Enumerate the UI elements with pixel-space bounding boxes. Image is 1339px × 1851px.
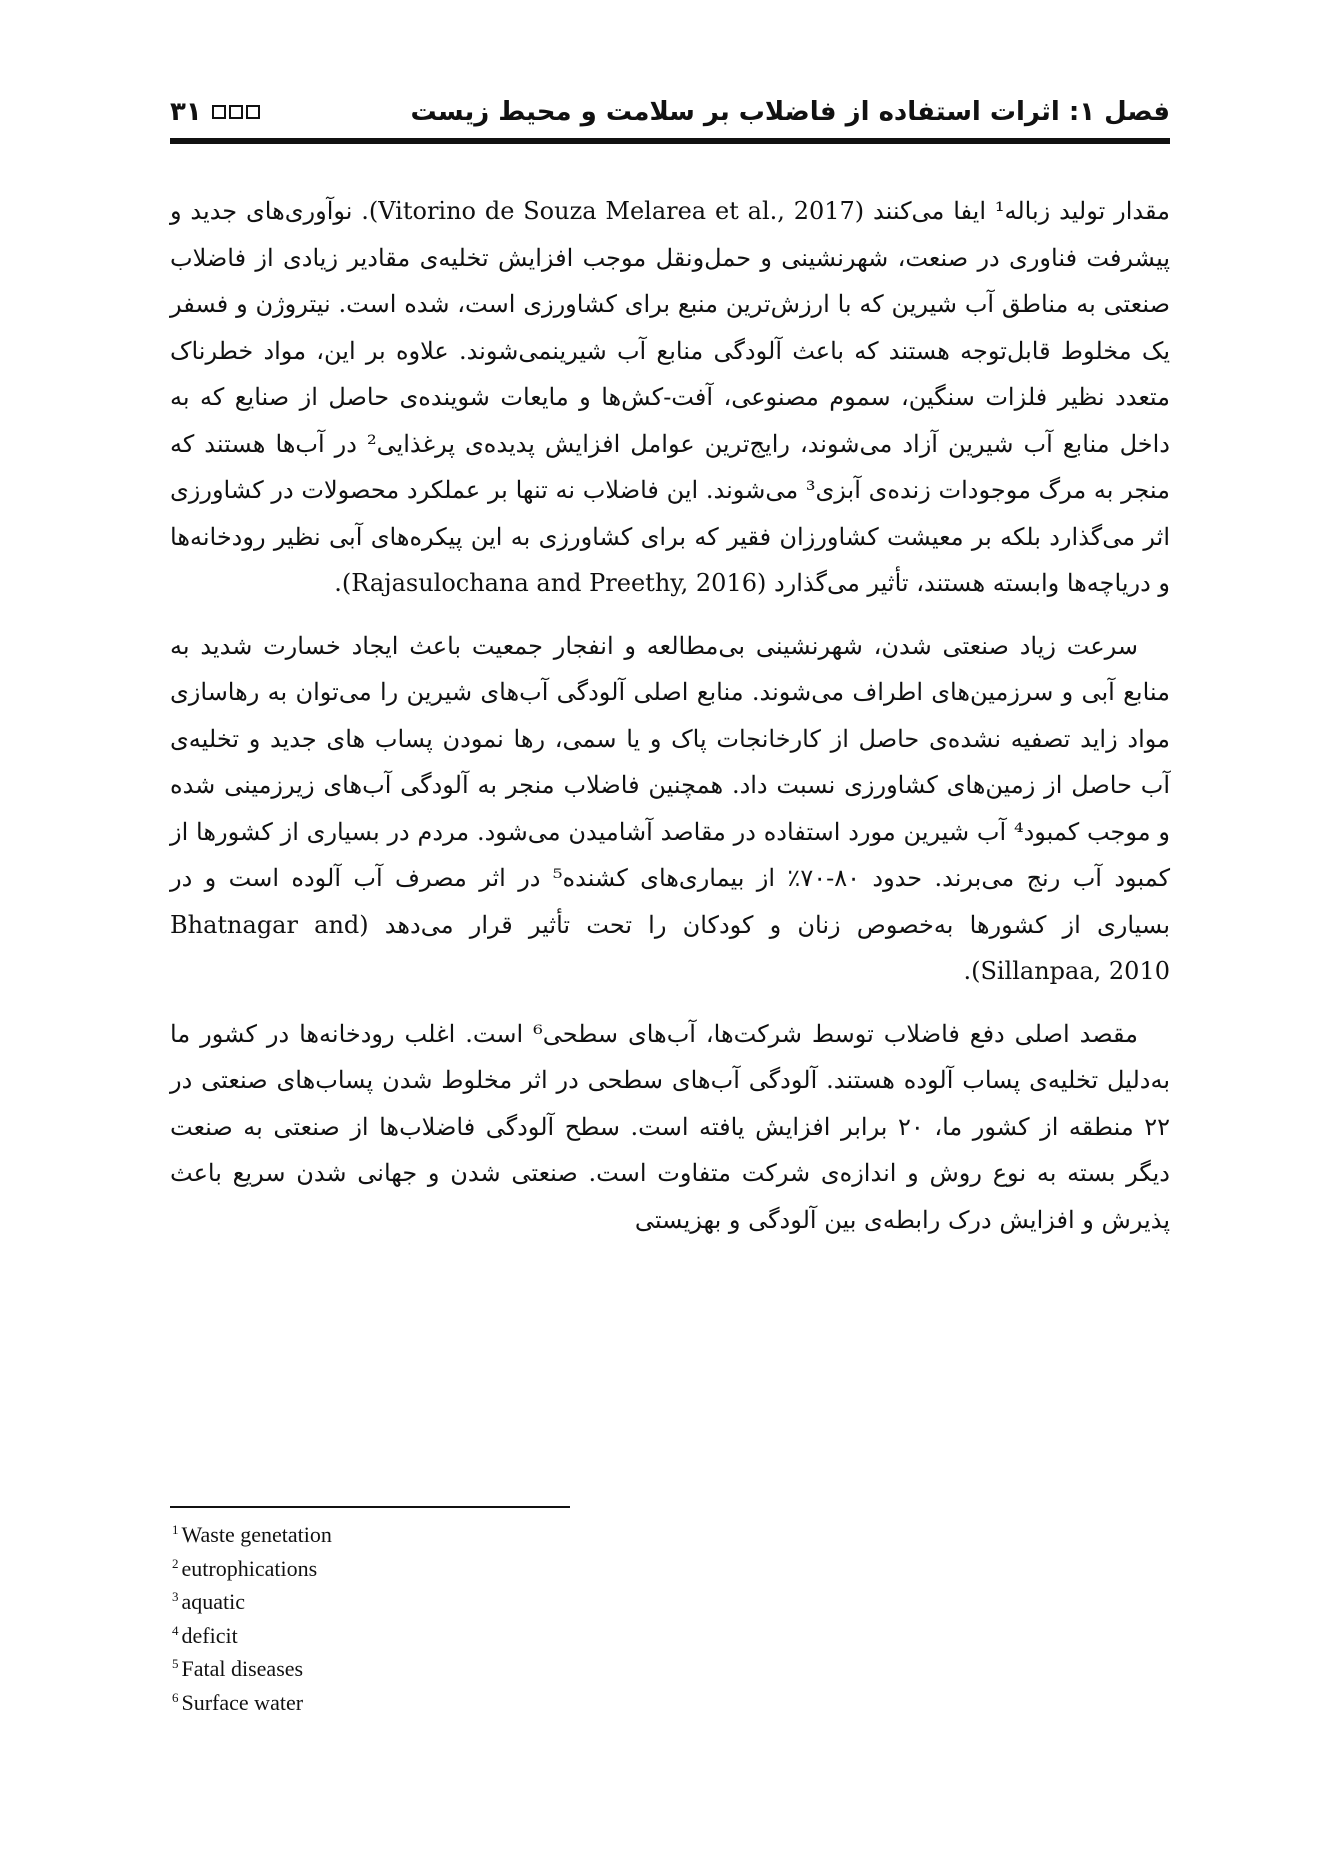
- paragraph: سرعت زیاد صنعتی شدن، شهرنشینی بی‌مطالعه و انفجار جمعیت باعث ایجاد خسارت شدید به منابع آبی و سرزمین‌های اطراف می‌شوند. منابع اصلی آلودگی آب‌های شیرین را می‌توان به رهاسازی مواد زاید تصفیه نشده‌ی حاصل از کارخانجات پاک و یا سمی، رها نمودن پساب های جدید و تخلیه‌ی آب حاصل از زمین‌های کشاورزی نسبت داد. همچنین فاضلاب منجر به آلودگی آب‌های زیرزمینی شده و موجب کمبود⁴ آب شیرین مورد استفاده در مقاصد آشامیدن می‌شود. مردم در بسیاری از کشورها از کمبود آب رنج می‌برند. حدود ۸۰-۷۰٪ از بیماری‌های کشنده⁵ در اثر مصرف آب آلوده است و در بسیاری از کشورها به‌خصوص زنان و کودکان را تحت تأثیر قرار می‌دهد (Bhatnagar and Sillanpaa, 2010).: [170, 631, 1171, 985]
- footnote-number: 3: [172, 1589, 179, 1605]
- footnote: [172, 1617, 772, 1651]
- footnote-number: 4: [172, 1622, 179, 1638]
- paragraph: مقدار تولید زباله¹ ایفا می‌کنند (Vitorino de Souza Melarea et al., 2017). نوآوری‌های جدید و پیشرفت فناوری در صنعت، شهرنشینی و حمل‌ونقل موجب افزایش تخلیه‌ی مقادیر زیادی از فاضلاب صنعتی به مناطق آب شیرین که با ارزش‌ترین منبع برای کشاورزی است، شده است. نیتروژن و فسفر یک مخلوط قابل‌توجه هستند که باعث آلودگی منابع آب شیرینمی‌شوند. علاوه بر این، مواد خطرناک متعدد نظیر فلزات سنگین، سموم مصنوعی، آفت-کش‌ها و مایعات شوینده‌ی حاصل از صنایع که به داخل منابع آب شیرین آزاد می‌شوند، رایج‌ترین عوامل افزایش پدیده‌ی پرغذایی² در آب‌ها هستند که منجر به مرگ موجودات زنده‌ی آبزی³ می‌شوند. این فاضلاب نه تنها بر عملکرد محصولات در کشاورزی اثر می‌گذارد بلکه بر معیشت کشاورزان فقیر که برای کشاورزی به این پیکره‌های آبی نظیر رودخانه‌ها و دریاچه‌ها وابسته هستند، تأثیر می‌گذارد (Rajasulochana and Preethy, 2016).: [170, 197, 1171, 597]
- square-icon: [246, 105, 260, 119]
- footnote: [172, 1550, 772, 1584]
- running-header: [170, 92, 1170, 132]
- footnote-text: Fatal diseases: [181, 1656, 304, 1682]
- paragraph: مقصد اصلی دفع فاضلاب توسط شرکت‌ها، آب‌های سطحی⁶ است. اغلب رودخانه‌ها در کشور ما به‌دلیل تخلیه‌ی پساب آلوده هستند. آلودگی آب‌های سطحی در اثر مخلوط شدن پساب‌های صنعتی در ۲۲ منطقه از کشور ما، ۲۰ برابر افزایش یافته است. سطح آلودگی فاضلاب‌ها از صنعتی به صنعت دیگر بسته به نوع روش و اندازه‌ی شرکت متفاوت است. صنعتی شدن و جهانی شدن سریع باعث پذیرش و افزایش درک رابطه‌ی بین آلودگی و بهزیستی: [170, 1019, 1170, 1234]
- square-icon: [229, 105, 243, 119]
- footnote-text: aquatic: [181, 1589, 246, 1615]
- chapter-title: فصل ۱: اثرات استفاده از فاضلاب بر سلامت و محیط زیست: [410, 97, 1170, 127]
- header-rule: [170, 138, 1170, 144]
- page-number-group: [170, 97, 260, 127]
- footnote: [172, 1583, 772, 1617]
- footnote-rule: [170, 1506, 570, 1508]
- footnote: [172, 1516, 772, 1550]
- footnote-number: 5: [172, 1656, 179, 1672]
- page-number: ۳۱: [170, 97, 202, 127]
- decorative-boxes: [212, 105, 260, 119]
- footnotes: [172, 1516, 772, 1718]
- footnote-number: 1: [172, 1522, 179, 1537]
- footnote-text: Surface water: [181, 1689, 304, 1715]
- footnote-number: 2: [172, 1555, 179, 1571]
- body-text: [170, 188, 1170, 1259]
- square-icon: [212, 105, 226, 119]
- footnote: [172, 1684, 772, 1718]
- footnote-text: eutrophications: [181, 1555, 318, 1581]
- footnote: [172, 1650, 772, 1684]
- footnote-text: deficit: [181, 1622, 238, 1648]
- footnote-text: Waste genetation: [181, 1522, 332, 1547]
- footnote-number: 6: [172, 1689, 179, 1705]
